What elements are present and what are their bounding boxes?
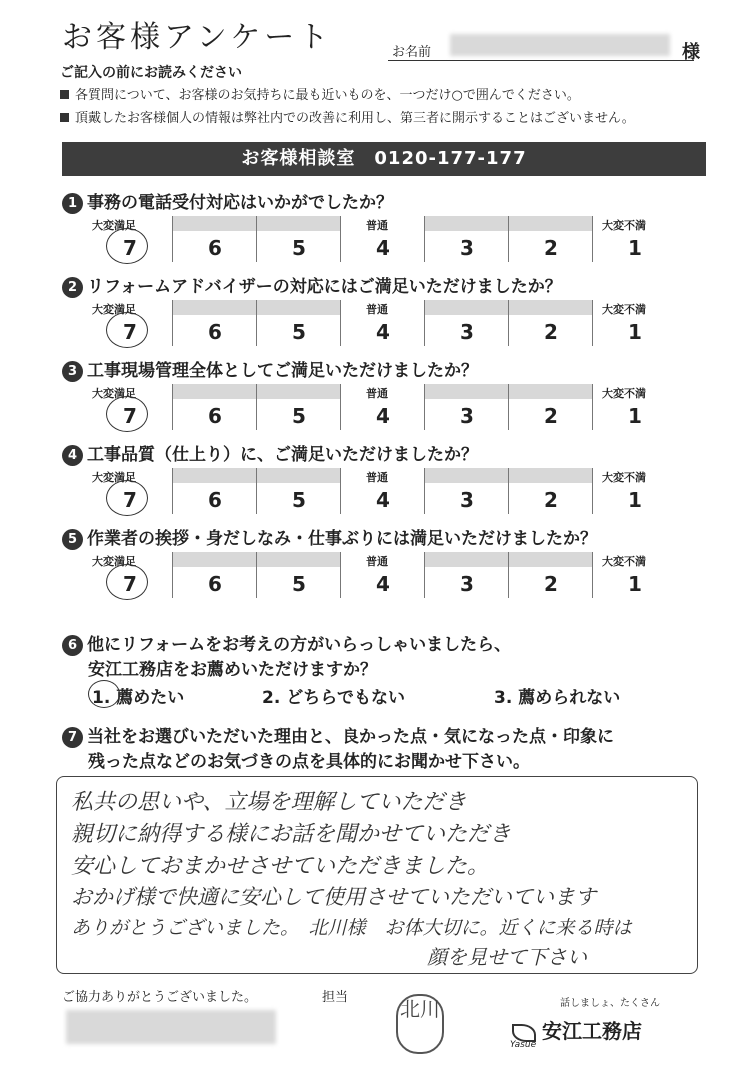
label-band	[173, 300, 257, 315]
rating-value: 7	[123, 320, 137, 344]
question-5: 5 作業者の挨拶・身だしなみ・仕事ぶりには満足いただけましたか？	[62, 524, 597, 550]
label-band	[257, 216, 341, 231]
question-number-icon: 2	[62, 277, 83, 298]
staff-stamp: 北川	[396, 994, 444, 1054]
rating-option-5[interactable]	[256, 300, 341, 346]
label-band	[509, 384, 593, 399]
redacted-info	[66, 1010, 276, 1044]
rating-scale	[88, 384, 678, 430]
rating-option-3[interactable]	[424, 216, 509, 262]
question-7: 7 当社をお選びいただいた理由と、良かった点・気になった点・印象に	[62, 722, 614, 748]
company-tagline: 話しましょ、たくさん	[560, 998, 660, 1009]
very-dissatisfied-label: 大変不満	[602, 555, 646, 568]
form-title: お客様アンケート	[62, 20, 333, 55]
label-band	[425, 468, 509, 483]
company-name: 安江工務店	[542, 1019, 642, 1043]
label-band	[425, 552, 509, 567]
rating-value: 6	[208, 488, 222, 512]
question-4: 4 工事品質（仕上り）に、ご満足いただけましたか？	[62, 440, 478, 466]
rating-option-6[interactable]	[172, 552, 257, 598]
rating-option-3[interactable]	[424, 552, 509, 598]
label-band	[173, 468, 257, 483]
label-band	[425, 300, 509, 315]
rating-option-5[interactable]	[256, 552, 341, 598]
neutral-label: 普通	[366, 471, 388, 484]
label-band	[257, 300, 341, 315]
rating-option-6[interactable]	[172, 216, 257, 262]
instruction-1: 各質問について、お客様のお気持ちに最も近いものを、一つだけ○で囲んでください。	[60, 84, 580, 103]
rating-option-6[interactable]	[172, 468, 257, 514]
label-band	[509, 468, 593, 483]
answer-circle	[106, 480, 148, 516]
rating-option-5[interactable]	[256, 384, 341, 430]
staff-label: 担当	[322, 990, 349, 1005]
q6-option-3[interactable]: 3. 薦められない	[494, 688, 621, 708]
name-label: お名前	[392, 45, 432, 60]
rating-value: 5	[292, 572, 306, 596]
rating-value: 7	[123, 236, 137, 260]
rating-value: 3	[460, 236, 474, 260]
rating-value: 1	[628, 236, 642, 260]
rating-value: 3	[460, 320, 474, 344]
rating-value: 4	[376, 320, 390, 344]
question-2: 2 リフォームアドバイザーの対応にはご満足いただけましたか？	[62, 272, 562, 298]
label-band	[509, 300, 593, 315]
comment-box[interactable]	[56, 776, 698, 974]
leaf-logo-icon	[512, 1024, 536, 1042]
rating-value: 4	[376, 488, 390, 512]
answer-circle	[106, 312, 148, 348]
handwritten-line: 安心しておまかせさせていただきました。	[71, 854, 490, 879]
question-number-icon: 5	[62, 529, 83, 550]
label-band	[425, 216, 509, 231]
rating-value: 2	[544, 488, 558, 512]
instruction-2: 頂戴したお客様個人の情報は弊社内での改善に利用し、第三者に開示することはございません。	[60, 107, 635, 126]
logo-script: Yasué	[510, 1040, 537, 1050]
handwritten-line: 私共の思いや、立場を理解していただき	[71, 790, 467, 815]
rating-value: 5	[292, 488, 306, 512]
label-band	[257, 468, 341, 483]
rating-option-2[interactable]	[508, 552, 593, 598]
question-number-icon: 1	[62, 193, 83, 214]
label-band	[173, 384, 257, 399]
very-dissatisfied-label: 大変不満	[602, 219, 646, 232]
q6-option-1[interactable]: 1. 薦めたい	[92, 688, 185, 708]
rating-value: 1	[628, 572, 642, 596]
rating-option-6[interactable]	[172, 300, 257, 346]
customer-service-banner: お客様相談室 0120-177-177	[62, 142, 706, 176]
label-band	[173, 216, 257, 231]
rating-value: 7	[123, 488, 137, 512]
rating-option-2[interactable]	[508, 300, 593, 346]
question-7-line2: 残った点などのお気づきの点を具体的にお聞かせ下さい。	[88, 752, 530, 772]
neutral-label: 普通	[366, 555, 388, 568]
question-1: 1 事務の電話受付対応はいかがでしたか？	[62, 188, 393, 214]
label-band	[509, 216, 593, 231]
handwritten-line: おかげ様で快適に安心して使用させていただいています	[71, 885, 596, 909]
rating-option-2[interactable]	[508, 468, 593, 514]
label-band	[425, 384, 509, 399]
neutral-label: 普通	[366, 387, 388, 400]
label-band	[257, 552, 341, 567]
rating-value: 5	[292, 320, 306, 344]
question-number-icon: 6	[62, 635, 83, 656]
rating-value: 6	[208, 572, 222, 596]
rating-scale	[88, 300, 678, 346]
rating-value: 6	[208, 404, 222, 428]
answer-circle	[106, 228, 148, 264]
rating-option-5[interactable]	[256, 216, 341, 262]
rating-option-2[interactable]	[508, 216, 593, 262]
label-band	[257, 384, 341, 399]
rating-value: 4	[376, 572, 390, 596]
neutral-label: 普通	[366, 219, 388, 232]
rating-value: 7	[123, 572, 137, 596]
rating-option-5[interactable]	[256, 468, 341, 514]
very-satisfied-label: 大変満足	[92, 555, 136, 568]
label-band	[173, 552, 257, 567]
rating-value: 6	[208, 320, 222, 344]
rating-option-3[interactable]	[424, 300, 509, 346]
very-satisfied-label: 大変満足	[92, 471, 136, 484]
very-satisfied-label: 大変満足	[92, 387, 136, 400]
very-satisfied-label: 大変満足	[92, 303, 136, 316]
question-3: 3 工事現場管理全体としてご満足いただけましたか？	[62, 356, 478, 382]
rating-value: 1	[628, 488, 642, 512]
rating-value: 3	[460, 404, 474, 428]
question-number-icon: 4	[62, 445, 83, 466]
rating-option-6[interactable]	[172, 384, 257, 430]
very-dissatisfied-label: 大変不満	[602, 387, 646, 400]
name-field-line	[388, 60, 694, 61]
rating-value: 1	[628, 404, 642, 428]
question-number-icon: 3	[62, 361, 83, 382]
rating-value: 4	[376, 404, 390, 428]
rating-value: 1	[628, 320, 642, 344]
honorific: 様	[682, 42, 700, 63]
question-number-icon: 7	[62, 727, 83, 748]
redacted-name	[450, 34, 670, 56]
instructions-heading: ご記入の前にお読みください	[60, 65, 242, 81]
very-dissatisfied-label: 大変不満	[602, 471, 646, 484]
rating-option-3[interactable]	[424, 468, 509, 514]
answer-circle	[106, 564, 148, 600]
rating-option-2[interactable]	[508, 384, 593, 430]
handwritten-line: ありがとうございました。 北川様 お体大切に。近くに来る時は	[71, 917, 632, 939]
rating-value: 2	[544, 572, 558, 596]
rating-value: 7	[123, 404, 137, 428]
handwritten-line: 顔を見せて下さい	[427, 945, 587, 969]
rating-value: 2	[544, 236, 558, 260]
rating-value: 2	[544, 320, 558, 344]
square-bullet-icon	[60, 113, 69, 122]
rating-option-3[interactable]	[424, 384, 509, 430]
rating-value: 6	[208, 236, 222, 260]
question-6: 6 他にリフォームをお考えの方がいらっしゃいましたら、	[62, 630, 511, 656]
rating-value: 2	[544, 404, 558, 428]
very-satisfied-label: 大変満足	[92, 219, 136, 232]
very-dissatisfied-label: 大変不満	[602, 303, 646, 316]
handwritten-line: 親切に納得する様にお話を聞かせていただき	[71, 822, 512, 847]
q6-answer-circle	[88, 680, 120, 708]
label-band	[509, 552, 593, 567]
rating-value: 5	[292, 236, 306, 260]
question-6-line2: 安江工務店をお薦めいただけますか？	[88, 660, 377, 680]
rating-scale	[88, 216, 678, 262]
rating-value: 4	[376, 236, 390, 260]
neutral-label: 普通	[366, 303, 388, 316]
answer-circle	[106, 396, 148, 432]
rating-value: 5	[292, 404, 306, 428]
rating-scale	[88, 552, 678, 598]
square-bullet-icon	[60, 90, 69, 99]
rating-value: 3	[460, 488, 474, 512]
thanks-text: ご協力ありがとうございました。	[62, 990, 258, 1005]
rating-scale	[88, 468, 678, 514]
rating-value: 3	[460, 572, 474, 596]
q6-option-2[interactable]: 2. どちらでもない	[262, 688, 406, 708]
